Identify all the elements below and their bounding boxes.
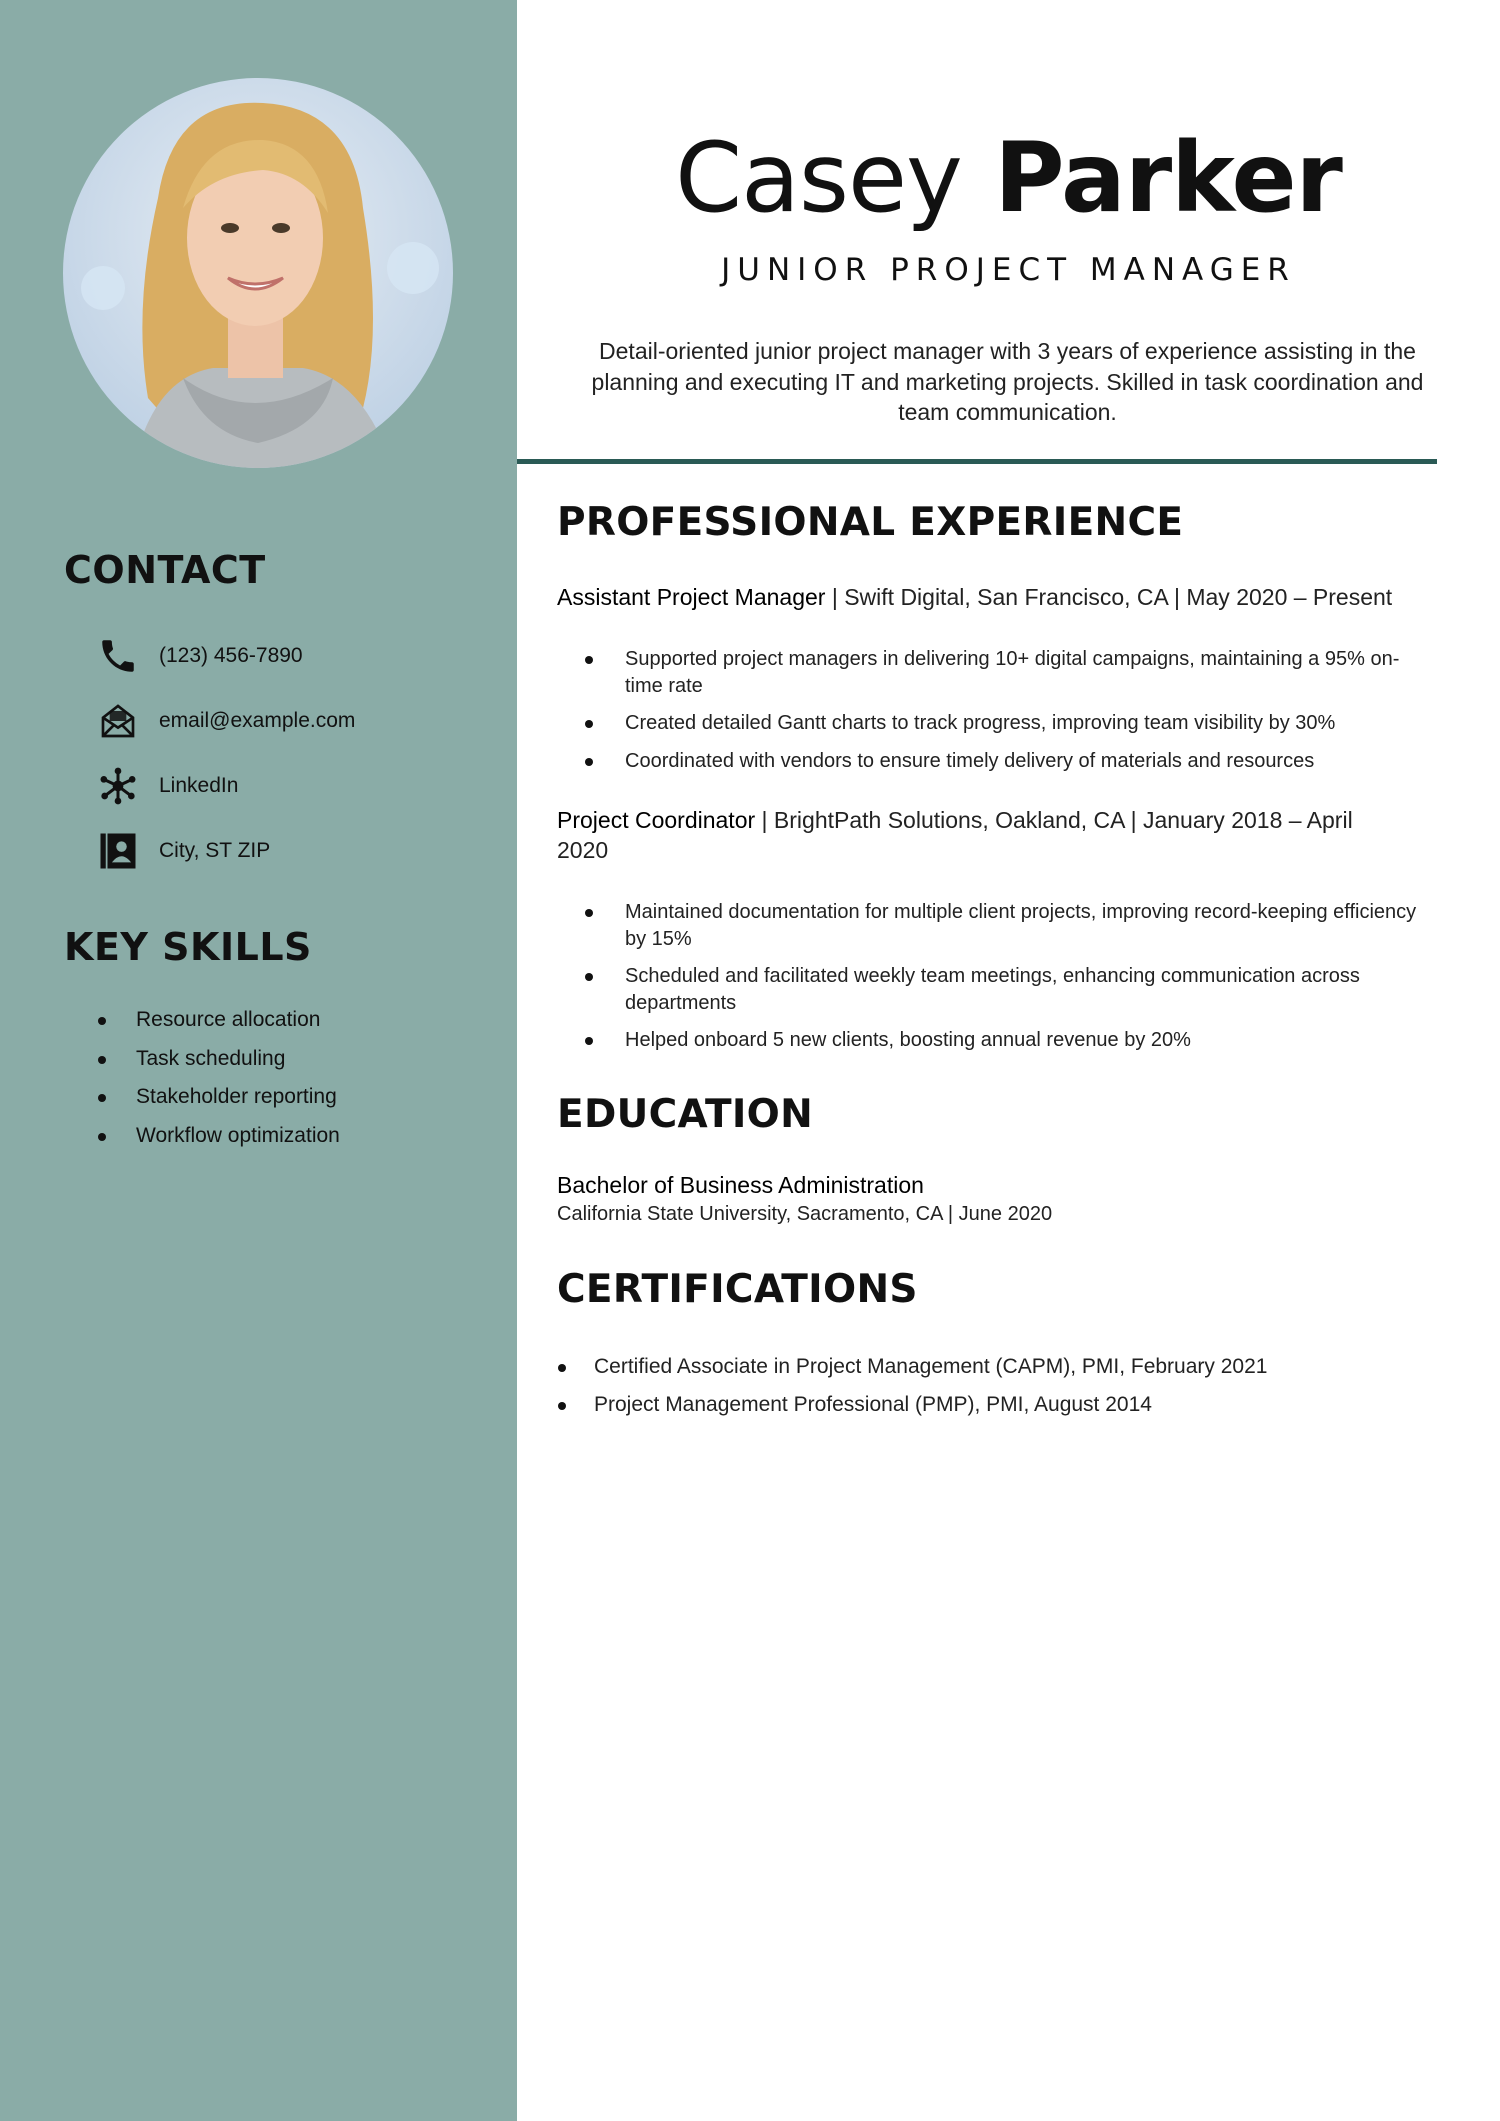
- job-1-role: Assistant Project Manager: [557, 584, 826, 610]
- experience-heading: PROFESSIONAL EXPERIENCE: [557, 500, 1184, 545]
- job-2-bullet: Helped onboard 5 new clients, boosting annual revenue by 20%: [580, 1027, 1430, 1054]
- skill-item: Workflow optimization: [95, 1117, 340, 1156]
- job-1-details: | Swift Digital, San Francisco, CA | May 2020 – Present: [825, 584, 1393, 610]
- job-2-line: [557, 805, 1397, 865]
- last-name: Parker: [994, 122, 1342, 234]
- contact-linkedin: [95, 761, 495, 811]
- contact-address: [95, 826, 495, 876]
- header-divider: [517, 459, 1437, 464]
- sidebar: [0, 0, 517, 2121]
- certification-item: Certified Associate in Project Management (CAPM), PMI, February 2021: [557, 1348, 1267, 1386]
- skill-item: Stakeholder reporting: [95, 1078, 340, 1117]
- education-school: California State University, Sacramento, CA | June 2020: [557, 1203, 1053, 1225]
- candidate-name: [517, 118, 1500, 238]
- contact-email-text[interactable]: email@example.com: [159, 709, 356, 732]
- contact-linkedin-text[interactable]: LinkedIn: [159, 774, 239, 797]
- job-1-bullet: Supported project managers in delivering 10+ digital campaigns, maintaining a 95% on-time rate: [580, 646, 1430, 699]
- contact-phone: [95, 631, 495, 681]
- phone-icon: [95, 633, 141, 679]
- job-1-bullets: [580, 646, 1430, 774]
- network-icon: [95, 763, 141, 809]
- contact-heading: CONTACT: [64, 548, 266, 592]
- skill-item: Task scheduling: [95, 1040, 340, 1079]
- certifications-heading: CERTIFICATIONS: [557, 1267, 918, 1312]
- job-title: JUNIOR PROJECT MANAGER: [721, 252, 1296, 288]
- first-name: Casey: [675, 122, 962, 234]
- certifications-list: [557, 1348, 1267, 1424]
- education-heading: EDUCATION: [557, 1092, 814, 1137]
- contact-email: [95, 696, 495, 746]
- job-1-bullet: Coordinated with vendors to ensure timely delivery of materials and resources: [580, 748, 1430, 775]
- job-1-line: [557, 582, 1417, 612]
- job-2-bullet: Scheduled and facilitated weekly team meetings, enhancing communication across departments: [580, 963, 1430, 1016]
- job-2-bullets: [580, 899, 1430, 1054]
- education-degree: Bachelor of Business Administration: [557, 1172, 924, 1198]
- summary-text: Detail-oriented junior project manager with 3 years of experience assisting in the planning and executing IT and marketing projects. Skilled in task coordination and team communication.: [591, 338, 1424, 425]
- job-2-bullet: Maintained documentation for multiple client projects, improving record-keeping efficiency by 15%: [580, 899, 1430, 952]
- job-2-details: | BrightPath Solutions, Oakland, CA | January 2018 – April 2020: [557, 807, 1353, 863]
- profile-photo: [63, 78, 453, 468]
- mail-icon: [95, 698, 141, 744]
- skill-item: Resource allocation: [95, 1001, 340, 1040]
- key-skills-heading: KEY SKILLS: [64, 925, 312, 969]
- address-book-icon: [95, 828, 141, 874]
- certification-item: Project Management Professional (PMP), PMI, August 2014: [557, 1386, 1267, 1424]
- skills-list: [95, 1001, 340, 1155]
- contact-phone-text: (123) 456-7890: [159, 644, 303, 667]
- job-2-role: Project Coordinator: [557, 807, 756, 833]
- contact-address-text: City, ST ZIP: [159, 839, 271, 862]
- job-1-bullet: Created detailed Gantt charts to track progress, improving team visibility by 30%: [580, 710, 1430, 737]
